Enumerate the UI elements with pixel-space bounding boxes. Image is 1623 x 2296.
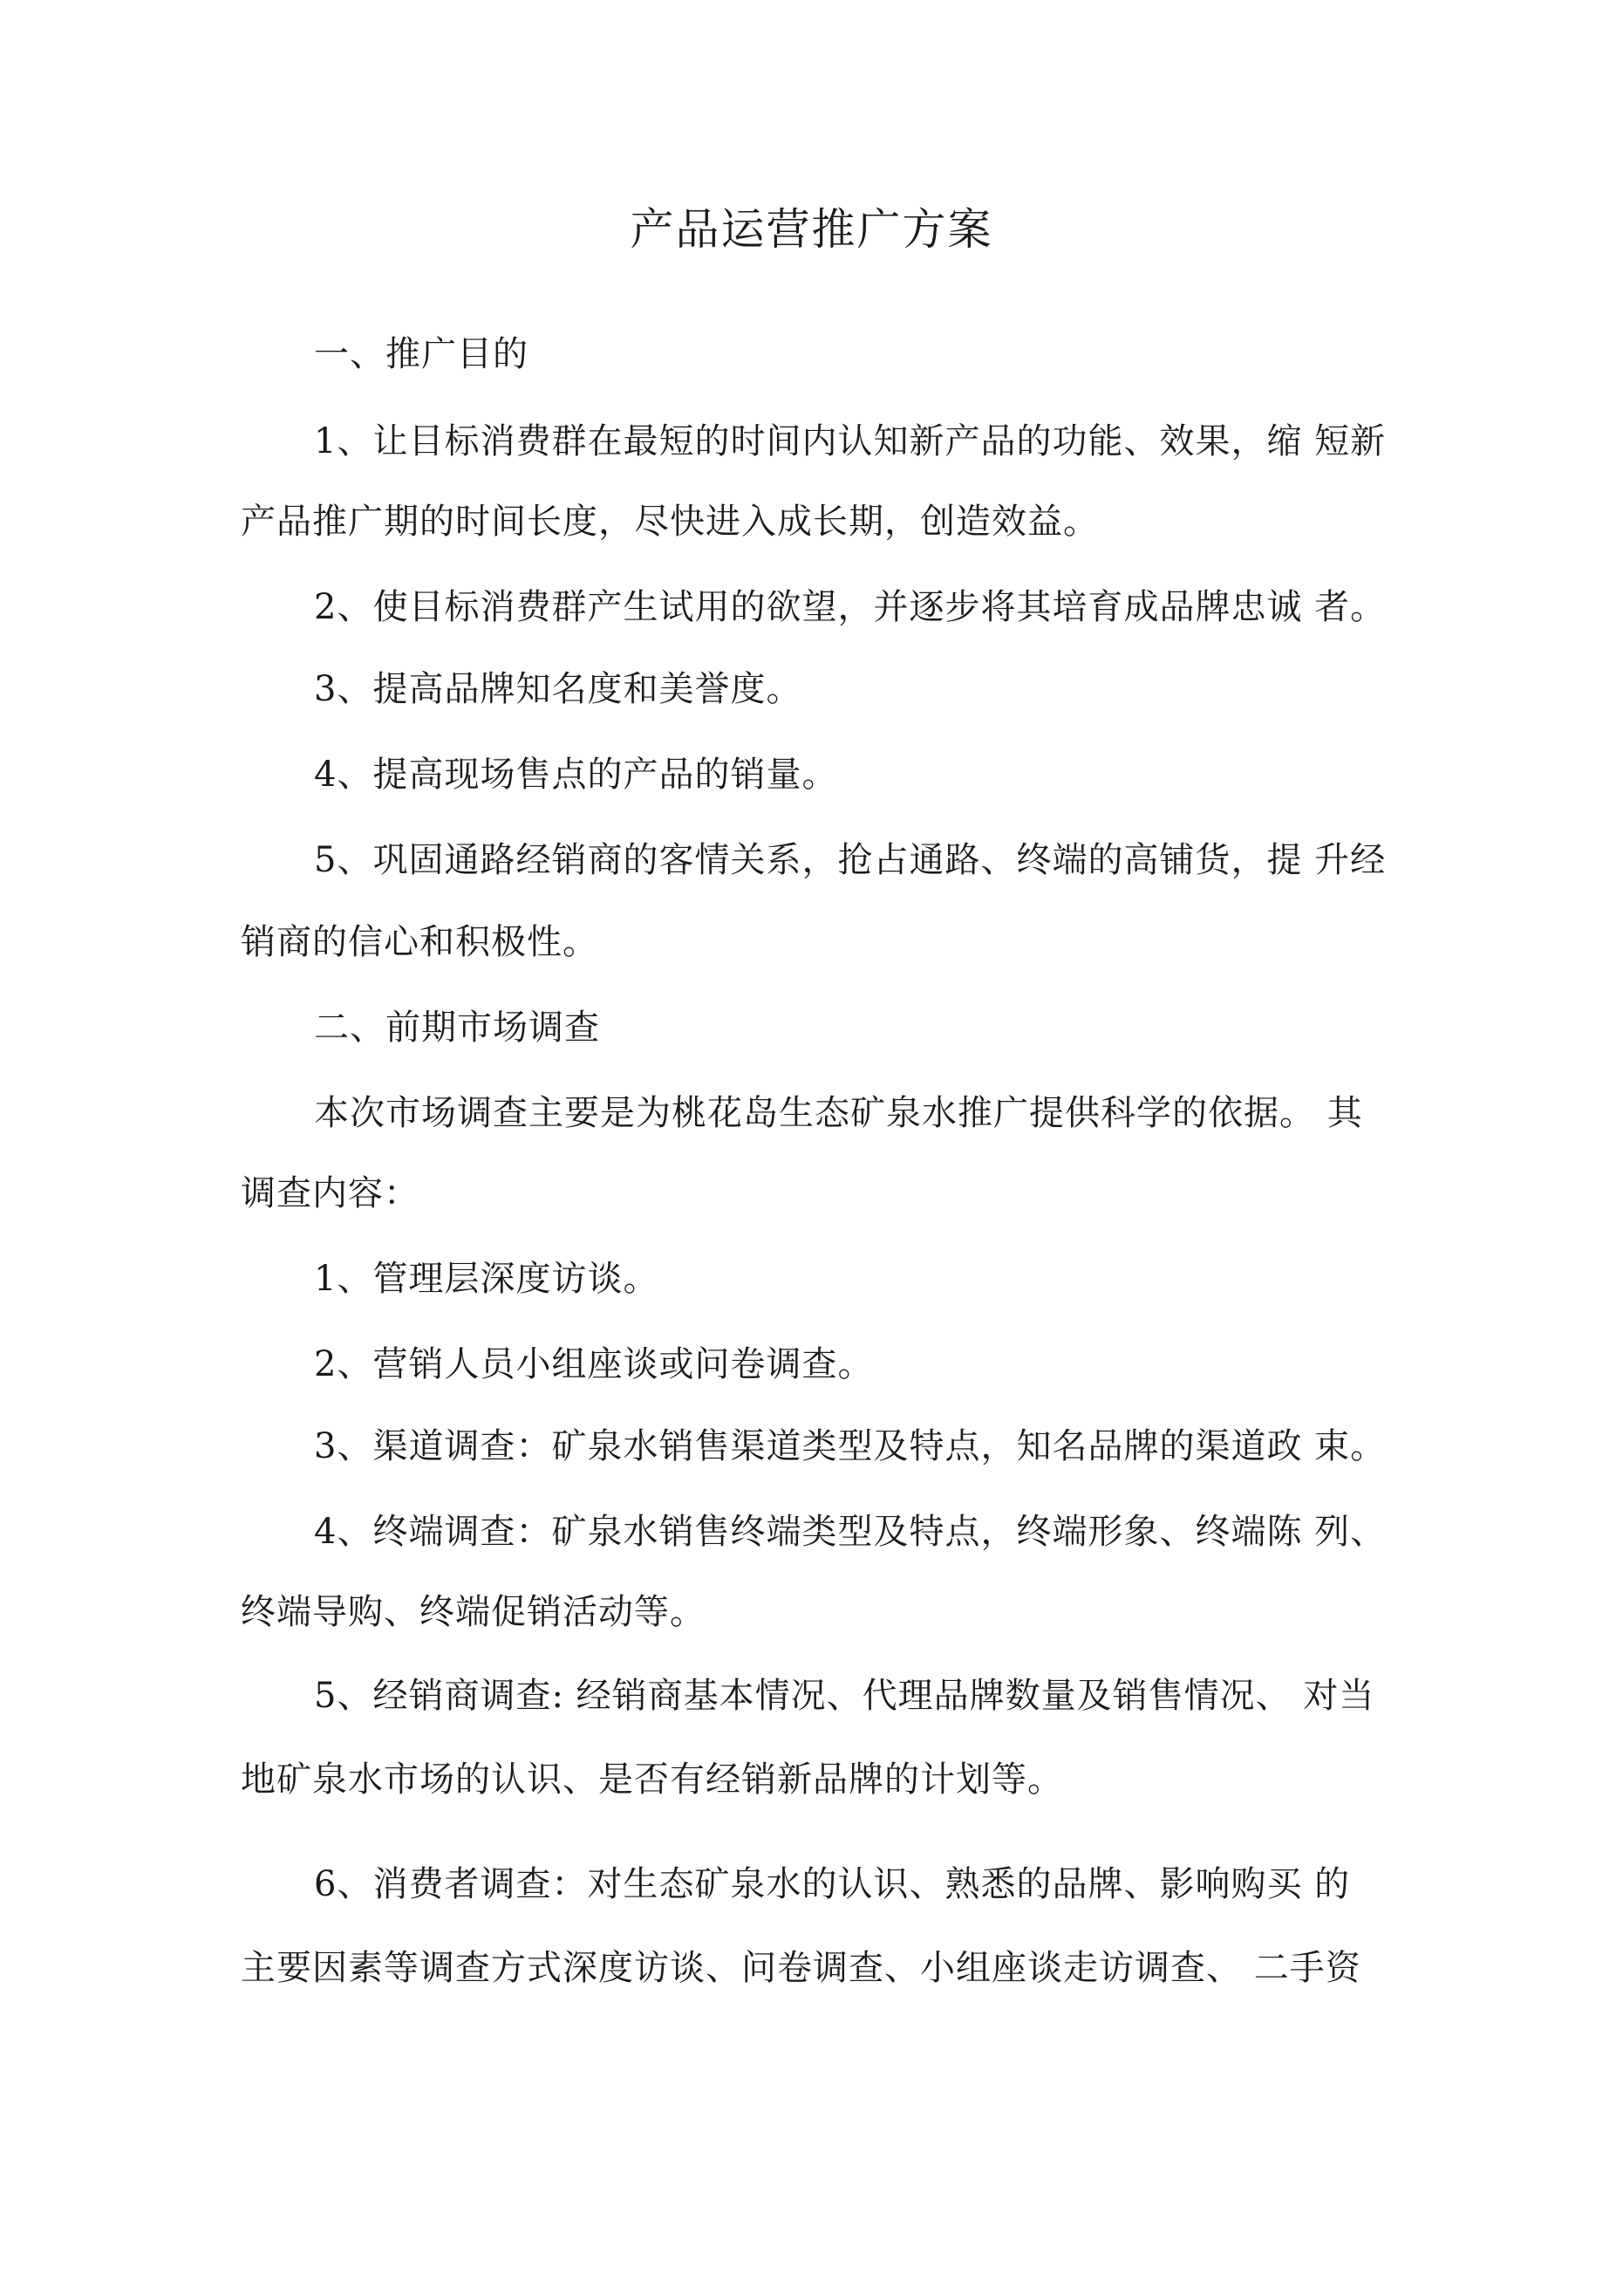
paragraph-line: 4、提高现场售点的产品的销量。 [314, 755, 838, 795]
document-title: 产品运营推广方案 [630, 204, 993, 255]
paragraph-line: 3、渠道调查：矿泉水销售渠道类型及特点，知名品牌的渠道政 束。 [314, 1426, 1387, 1466]
section-heading-market-research: 二、前期市场调查 [314, 1008, 600, 1048]
paragraph-line: 5、巩固通路经销商的客情关系，抢占通路、终端的高铺货，提 升经 [314, 840, 1387, 880]
paragraph-line: 调查内容： [241, 1173, 419, 1213]
paragraph-line: 本次市场调查主要是为桃花岛生态矿泉水推广提供科学的依据。 其 [314, 1093, 1363, 1133]
paragraph-line: 销商的信心和积极性。 [241, 922, 598, 962]
paragraph-line: 2、营销人员小组座谈或问卷调查。 [314, 1344, 874, 1384]
section-heading-promotion-goals: 一、推广目的 [314, 334, 528, 374]
paragraph-line: 2、使目标消费群产生试用的欲望，并逐步将其培育成品牌忠诚 者。 [314, 587, 1387, 627]
paragraph-line: 4、终端调查：矿泉水销售终端类型及特点，终端形象、终端陈 列、 [314, 1512, 1387, 1552]
paragraph-line: 终端导购、终端促销活动等。 [241, 1592, 706, 1632]
paragraph-line: 产品推广期的时间长度，尽快进入成长期，创造效益。 [241, 502, 1099, 542]
paragraph-line: 1、让目标消费群在最短的时间内认知新产品的功能、效果，缩 短新 [314, 421, 1387, 461]
paragraph-line: 主要因素等调查方式深度访谈、问卷调查、小组座谈走访调查、 二手资 [241, 1948, 1361, 1988]
paragraph-line: 地矿泉水市场的认识、是否有经销新品牌的计划等。 [241, 1760, 1063, 1800]
paragraph-line: 5、经销商调查: 经销商基本情况、代理品牌数量及销售情况、 对当 [314, 1676, 1375, 1716]
paragraph-line: 1、管理层深度访谈。 [314, 1259, 659, 1299]
paragraph-line: 3、提高品牌知名度和美誉度。 [314, 669, 802, 709]
paragraph-line: 6、消费者调查：对生态矿泉水的认识、熟悉的品牌、影响购买 的 [314, 1864, 1351, 1904]
